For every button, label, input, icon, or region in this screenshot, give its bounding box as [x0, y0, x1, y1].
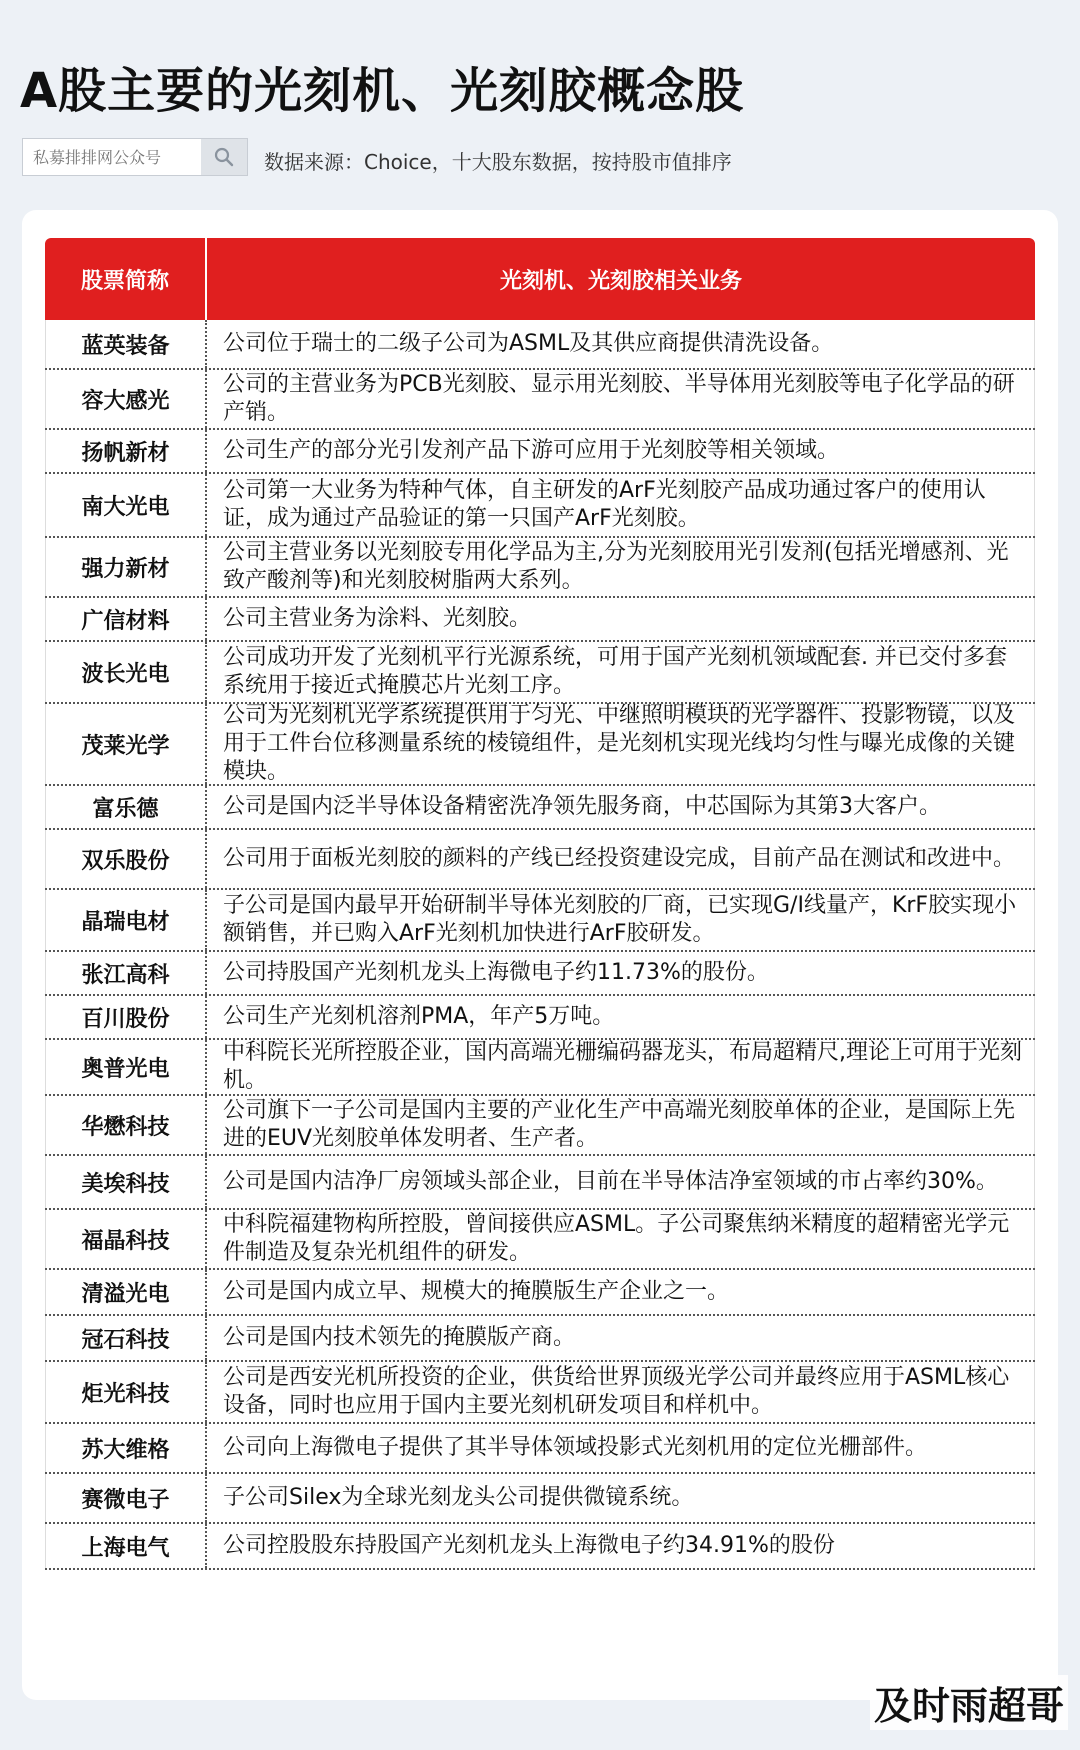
business-desc-cell: 公司第一大业务为特种气体，自主研发的ArF光刻胶产品成功通过客户的使用认证，成为通过产品验证的第一只国产ArF光刻胶。 — [207, 474, 1035, 536]
business-desc-cell: 中科院福建物构所控股，曾间接供应ASML。子公司聚焦纳米精度的超精密光学元件制造及复杂光机组件的研发。 — [207, 1210, 1035, 1268]
stock-name-cell: 张江高科 — [45, 952, 207, 994]
table-row — [45, 952, 1035, 996]
stock-name-cell: 广信材料 — [45, 598, 207, 640]
stock-name-cell: 容大感光 — [45, 370, 207, 428]
table-body — [45, 320, 1035, 1570]
business-desc-cell: 公司用于面板光刻胶的颜料的产线已经投资建设完成，目前产品在测试和改进中。 — [207, 830, 1035, 888]
search-box — [22, 138, 248, 176]
business-desc-cell: 公司主营业务以光刻胶专用化学品为主,分为光刻胶用光引发剂(包括光增感剂、光致产酸剂等)和光刻胶树脂两大系列。 — [207, 538, 1035, 596]
business-desc-cell: 子公司Silex为全球光刻龙头公司提供微镜系统。 — [207, 1474, 1035, 1522]
business-desc-cell: 公司持股国产光刻机龙头上海微电子约11.73%的股份。 — [207, 952, 1035, 994]
table-row — [45, 1524, 1035, 1570]
business-desc-cell: 公司控股股东持股国产光刻机龙头上海微电子约34.91%的股份 — [207, 1524, 1035, 1568]
table-row — [45, 430, 1035, 474]
business-desc-cell: 公司是国内洁净厂房领域头部企业，目前在半导体洁净室领域的市占率约30%。 — [207, 1156, 1035, 1208]
stock-table — [45, 238, 1035, 1570]
table-row — [45, 1210, 1035, 1270]
business-desc-cell: 公司生产光刻机溶剂PMA，年产5万吨。 — [207, 996, 1035, 1038]
stock-name-cell: 晶瑞电材 — [45, 890, 207, 950]
table-row — [45, 598, 1035, 642]
table-row — [45, 1362, 1035, 1424]
table-row — [45, 320, 1035, 370]
table-row — [45, 1270, 1035, 1316]
stock-name-cell: 南大光电 — [45, 474, 207, 536]
table-row — [45, 890, 1035, 952]
search-button[interactable] — [201, 139, 247, 175]
table-row — [45, 704, 1035, 786]
data-source-note: 数据来源：Choice，十大股东数据，按持股市值排序 — [264, 150, 732, 174]
business-desc-cell: 公司位于瑞士的二级子公司为ASML及其供应商提供清洗设备。 — [207, 320, 1035, 368]
stock-name-cell: 波长光电 — [45, 642, 207, 702]
table-row — [45, 474, 1035, 538]
table-header — [45, 238, 1035, 320]
table-row — [45, 538, 1035, 598]
business-desc-cell: 公司生产的部分光引发剂产品下游可应用于光刻胶等相关领域。 — [207, 430, 1035, 472]
stock-name-cell: 清溢光电 — [45, 1270, 207, 1314]
header-stock-name: 股票简称 — [45, 238, 207, 320]
stock-name-cell: 蓝英装备 — [45, 320, 207, 368]
business-desc-cell: 公司成功开发了光刻机平行光源系统，可用于国产光刻机领域配套. 并已交付多套系统用于接近式掩膜芯片光刻工序。 — [207, 642, 1035, 702]
stock-name-cell: 茂莱光学 — [45, 704, 207, 784]
header-business: 光刻机、光刻胶相关业务 — [499, 268, 742, 294]
stock-name-cell: 华懋科技 — [45, 1096, 207, 1154]
stock-name-cell: 福晶科技 — [45, 1210, 207, 1268]
stock-name-cell: 苏大维格 — [45, 1424, 207, 1472]
stock-name-cell: 炬光科技 — [45, 1362, 207, 1422]
stock-name-cell: 双乐股份 — [45, 830, 207, 888]
stock-name-cell: 上海电气 — [45, 1524, 207, 1568]
table-row — [45, 370, 1035, 430]
stock-name-cell: 富乐德 — [45, 786, 207, 828]
business-desc-cell: 公司是西安光机所投资的企业，供货给世界顶级光学公司并最终应用于ASML核心设备，同时也应用于国内主要光刻机研发项目和样机中。 — [207, 1362, 1035, 1422]
stock-name-cell: 扬帆新材 — [45, 430, 207, 472]
table-row — [45, 1316, 1035, 1362]
business-desc-cell: 公司向上海微电子提供了其半导体领域投影式光刻机用的定位光栅部件。 — [207, 1424, 1035, 1472]
table-row — [45, 1474, 1035, 1524]
search-input[interactable] — [23, 139, 201, 175]
stock-name-cell: 冠石科技 — [45, 1316, 207, 1360]
stock-name-cell: 奥普光电 — [45, 1040, 207, 1094]
watermark: 及时雨超哥 — [870, 1675, 1068, 1730]
table-row — [45, 996, 1035, 1040]
business-desc-cell: 公司的主营业务为PCB光刻胶、显示用光刻胶、半导体用光刻胶等电子化学品的研产销。 — [207, 370, 1035, 428]
business-desc-cell: 公司旗下一子公司是国内主要的产业化生产中高端光刻胶单体的企业，是国际上先进的EUV光刻胶单体发明者、生产者。 — [207, 1096, 1035, 1154]
business-desc-cell: 公司主营业务为涂料、光刻胶。 — [207, 598, 1035, 640]
business-desc-cell: 中科院长光所控股企业，国内高端光栅编码器龙头，布局超精尺,理论上可用于光刻机。 — [207, 1040, 1035, 1094]
table-row — [45, 786, 1035, 830]
table-row — [45, 642, 1035, 704]
search-icon — [214, 147, 234, 167]
stock-name-cell: 美埃科技 — [45, 1156, 207, 1208]
table-row — [45, 1096, 1035, 1156]
stock-name-cell: 百川股份 — [45, 996, 207, 1038]
table-row — [45, 1156, 1035, 1210]
stock-name-cell: 赛微电子 — [45, 1474, 207, 1522]
business-desc-cell: 公司为光刻机光学系统提供用于匀光、中继照明模块的光学器件、投影物镜，以及用于工件台位移测量系统的棱镜组件，是光刻机实现光线均匀性与曝光成像的关键模块。 — [207, 704, 1035, 784]
table-row — [45, 1424, 1035, 1474]
table-row — [45, 830, 1035, 890]
business-desc-cell: 公司是国内成立早、规模大的掩膜版生产企业之一。 — [207, 1270, 1035, 1314]
business-desc-cell: 子公司是国内最早开始研制半导体光刻胶的厂商，已实现G/I线量产，KrF胶实现小额销售，并已购入ArF光刻机加快进行ArF胶研发。 — [207, 890, 1035, 950]
business-desc-cell: 公司是国内技术领先的掩膜版产商。 — [207, 1316, 1035, 1360]
page-title: A股主要的光刻机、光刻胶概念股 — [20, 63, 745, 119]
table-row — [45, 1040, 1035, 1096]
business-desc-cell: 公司是国内泛半导体设备精密洗净领先服务商，中芯国际为其第3大客户。 — [207, 786, 1035, 828]
stock-name-cell: 强力新材 — [45, 538, 207, 596]
